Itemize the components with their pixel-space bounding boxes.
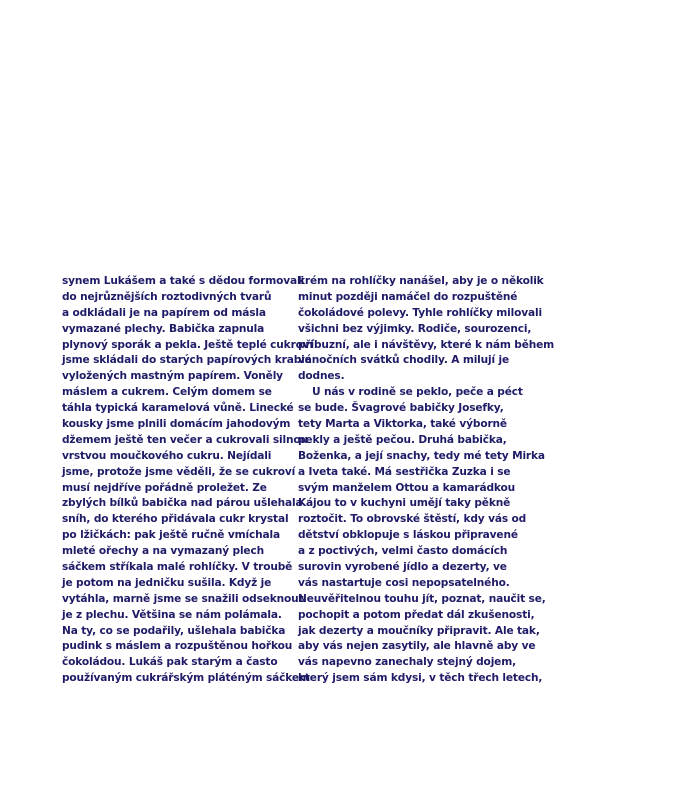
paragraph-start-line: U nás v rodině se peklo, peče a péct	[312, 386, 523, 399]
text-line: krém na rohlíčky nanášel, aby je o několik	[298, 275, 544, 287]
text-line: čokoládou. Lukáš pak starým a často	[62, 656, 278, 669]
text-line: svým manželem Ottou a kamarádkou	[298, 481, 516, 494]
text-line: roztočit. To obrovské štěstí, kdy vás od	[298, 513, 527, 526]
text-line: jak dezerty a moučníky připravit. Ale tak,	[298, 624, 540, 637]
text-line: který jsem sám kdysi, v těch třech letech,	[298, 672, 543, 685]
text-line: tety Marta a Viktorka, také výborně	[298, 418, 507, 431]
text-line: a odkládali je na papírem od másla	[62, 306, 266, 319]
text-line: je potom na jedničku sušila. Když je	[62, 576, 272, 589]
text-line: pekly a ještě pečou. Druhá babička,	[298, 433, 507, 446]
text-line: synem Lukášem a také s dědou formovali	[62, 275, 304, 287]
text-line: mleté ořechy a na vymazaný plech	[62, 545, 264, 558]
text-line: táhla typická karamelová vůně. Linecké	[62, 402, 294, 415]
text-line: minut později namáčel do rozpuštěné	[298, 290, 518, 303]
text-line: Boženka, a její snachy, tedy mé tety Mirka	[298, 449, 545, 462]
text-line: surovin vyrobené jídlo a dezerty, ve	[298, 561, 507, 574]
text-line: se bude. Švagrové babičky Josefky,	[298, 402, 504, 415]
text-line: používaným cukrářským pláténým sáčkem	[62, 672, 310, 685]
text-line: jsme, protože jsme věděli, že se cukroví	[62, 465, 296, 478]
text-line: zbylých bílků babička nad párou ušlehala	[62, 497, 303, 510]
text-column-right	[298, 274, 555, 687]
text-line: dodnes.	[298, 370, 345, 383]
text-line: pochopit a potom předat dál zkušenosti,	[298, 608, 535, 621]
text-line: vytáhla, marně jsme se snažili odseknout	[62, 592, 304, 605]
text-line: vrstvou moučkového cukru. Nejídali	[62, 449, 272, 462]
text-line: plynový sporák a pekla. Ještě teplé cukroví	[62, 338, 314, 351]
text-line: aby vás nejen zasytily, ale hlavně aby ve	[298, 640, 536, 653]
text-line: příbuzní, ale i návštěvy, které k nám během	[298, 338, 555, 351]
text-line: kousky jsme plnili domácím jahodovým	[62, 418, 291, 431]
text-line: Neuvěřitelnou touhu jít, poznat, naučit se,	[298, 592, 546, 605]
text-line: sníh, do kterého přidávala cukr krystal	[62, 513, 289, 526]
text-line: sáčkem stříkala malé rohlíčky. V troubě	[62, 561, 293, 574]
text-column-left	[62, 274, 314, 687]
text-line: musí nejdříve pořádně proležet. Ze	[62, 481, 267, 494]
text-line: pudink s máslem a rozpuštěnou hořkou	[62, 640, 293, 653]
text-line: máslem a cukrem. Celým domem se	[62, 386, 272, 399]
text-line: vyložených mastným papírem. Voněly	[62, 370, 283, 383]
text-line: a z poctivých, velmi často domácích	[298, 545, 508, 558]
text-line: vánočních svátků chodily. A milují je	[298, 354, 510, 367]
text-line: Kájou to v kuchyni umějí taky pěkně	[298, 497, 511, 510]
text-line: po lžičkách: pak ještě ručně vmíchala	[62, 529, 280, 542]
text-line: vymazané plechy. Babička zapnula	[62, 322, 265, 335]
text-line: je z plechu. Většina se nám polámala.	[62, 608, 282, 621]
text-line: všichni bez výjimky. Rodiče, sourozenci,	[298, 322, 532, 335]
text-line: a Iveta také. Má sestřička Zuzka i se	[298, 465, 511, 478]
text-line: čokoládové polevy. Tyhle rohlíčky milovali	[298, 306, 542, 319]
text-line: jsme skládali do starých papírových krabic	[62, 354, 311, 367]
text-line: do nejrůznějších roztodivných tvarů	[62, 290, 272, 303]
text-line: vás napevno zanechaly stejný dojem,	[298, 656, 516, 669]
text-line: vás nastartuje cosi nepopsatelného.	[298, 576, 510, 589]
text-line: džemem ještě ten večer a cukrovali silnou	[62, 433, 308, 446]
text-line: Na ty, co se podařily, ušlehala babička	[62, 624, 286, 637]
text-line: dětství obklopuje s láskou připravené	[298, 529, 518, 542]
